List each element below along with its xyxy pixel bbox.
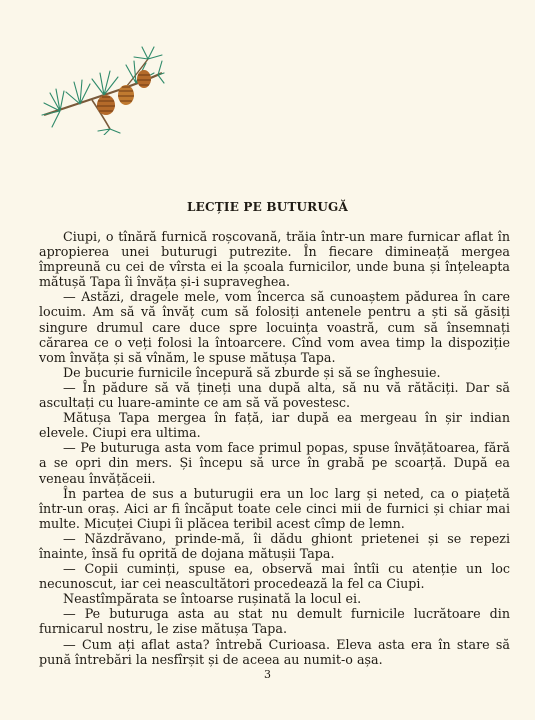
paragraph: — Astăzi, dragele mele, vom încerca să cunoaștem pădurea în care locuim. Am să vă învăț cum să folosiți antenele pentru a ști să găsiți singure drumul care duce spre locuința voastră, cum să însemnați cărarea ce o veți folosi la întoarcere. Cînd vom avea timp la dispoziție vom învăța și să vînăm, le spuse mătușa Tapa. bbox=[39, 289, 510, 365]
paragraph: Mătușa Tapa mergea în față, iar după ea mergeau în șir indian elevele. Ciupi era ultima. bbox=[39, 410, 510, 441]
paragraph: — Cum ați aflat asta? întrebă Curioasa. Eleva asta era în stare să pună întrebări la nesfîrșit și de aceea au numit-o așa. bbox=[39, 636, 510, 667]
pine-needles bbox=[42, 47, 164, 135]
chapter-title: LECȚIE PE BUTURUGĂ bbox=[187, 200, 348, 214]
story-text bbox=[39, 229, 510, 667]
pine-cone bbox=[137, 70, 151, 88]
paragraph: — În pădure să vă țineți una după alta, să nu vă rătăciți. Dar să ascultați cu luare-aminte ce am să vă povestesc. bbox=[39, 379, 510, 411]
paragraph: Neastîmpărata se întoarse rușinată la locul ei. bbox=[63, 591, 362, 607]
paragraph: În partea de sus a buturugii era un loc larg și neted, ca o piațetă într-un oraș. Aici ar fi încăput toate cele cinci mii de furnici și chiar mai multe. Micuței Ciupi îi plăcea teribil acest cîmp de lemn. bbox=[39, 485, 510, 531]
paragraph: — Copii cuminți, spuse ea, observă mai întîi cu atenție un loc necunoscut, iar cei neascultători procedează la fel ca Ciupi. bbox=[39, 561, 510, 592]
paragraph: De bucurie furnicile începură să zburde și să se înghesuie. bbox=[63, 364, 441, 380]
page-number: 3 bbox=[264, 668, 271, 681]
paragraph: Ciupi, o tînără furnică roșcovană, trăia într-un mare furnicar aflat în apropierea unei buturugi putrezite. În fiecare dimineață mergea împreună cu cei de vîrsta ei la școala furnicilor, unde buna și înțeleapta mătușă Tapa îi învăța și-i supraveghea. bbox=[39, 229, 510, 290]
paragraph: — Năzdrăvano, prinde-mă, îi dădu ghiont prietenei și se repezi înainte, însă fu oprită de dojana mătușii Tapa. bbox=[39, 530, 510, 561]
pine-cone bbox=[97, 95, 115, 115]
pine-cone bbox=[118, 85, 134, 105]
paragraph: — Pe buturuga asta au stat nu demult furnicile lucrătoare din furnicarul nostru, le zise mătușa Tapa. bbox=[39, 606, 510, 637]
paragraph: — Pe buturuga asta vom face primul popas, spuse învățătoarea, fără a se opri din mers. Și începu să urce în grabă pe scoarță. După ea veneau învățăceii. bbox=[39, 440, 510, 486]
pine-branch-with-cones-illustration bbox=[40, 45, 165, 135]
